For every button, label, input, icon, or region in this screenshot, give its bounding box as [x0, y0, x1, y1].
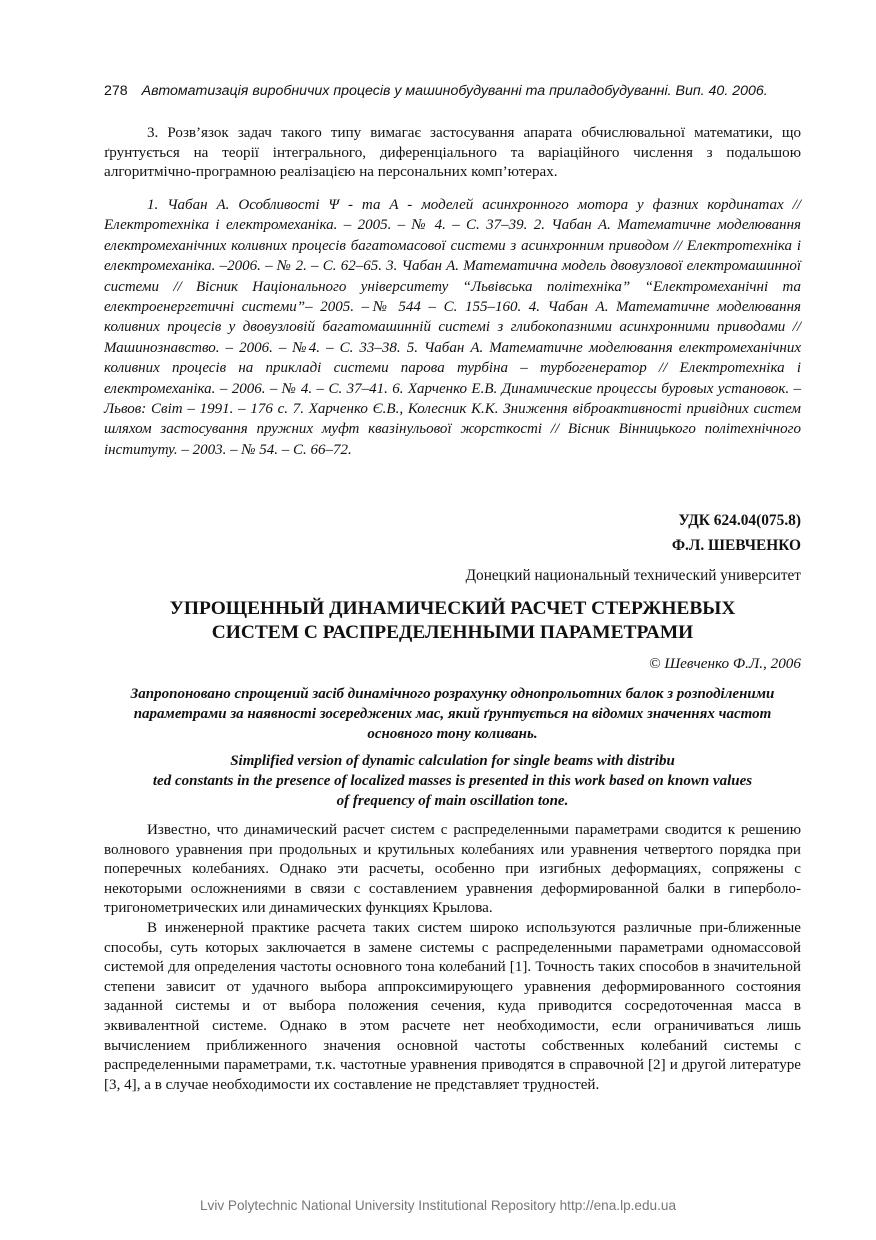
page-number: 278: [104, 83, 128, 99]
repository-footer: Lviv Polytechnic National University Institutional Repository http://ena.lp.edu.ua: [199, 1198, 677, 1213]
author-affiliation: Донецкий национальный технический университет: [465, 567, 801, 584]
abstract-ukrainian: [104, 684, 801, 745]
abstract-line: Запропоновано спрощений засіб динамічного розрахунку однопрольотних балок з розподіленими: [130, 686, 775, 702]
abstract-english: [104, 751, 801, 812]
abstract-line: ted constants in the presence of localized masses is presented in this work based on known values: [152, 773, 753, 790]
article-title-line: УПРОЩЕННЫЙ ДИНАМИЧЕСКИЙ РАСЧЕТ СТЕРЖНЕВЫХ: [169, 598, 736, 619]
running-header: [104, 83, 804, 99]
article-title-line: СИСТЕМ С РАСПРЕДЕЛЕННЫМИ ПАРАМЕТРАМИ: [211, 622, 694, 643]
abstract-line: of frequency of main oscillation tone.: [336, 793, 569, 810]
article-title: [104, 597, 801, 645]
journal-title: Автоматизація виробничих процесів у машинобудуванні та приладобудуванні. Вип. 40. 2006.: [141, 83, 768, 99]
intro-paragraph: 3. Розв’язок задач такого типу вимагає застосування апарата обчислювальної математики, що ґрунтується на теорії інтегрального, диференціального та варіаційного числення з подальшою алгоритмічно-програмною реалізацією на персональних комп’ютерах.: [104, 125, 801, 181]
reference-list: 1. Чабан А. Особливості Ψ - та A - моделей асинхронного мотора у фазних кординатах // Електротехніка і електромеханіка. – 2005. – № 4. – С. 37–39. 2. Чабан А. Математичне моделювання електромеханічних коливних процесів багатомасової системи з асинхронним приводом // Електротехніка і електромеханіка. –2006. – № 2. – С. 62–65. 3. Чабан А. Математична модель двовузлової електромашинної системи // Вісник Національного університету “Львівська політехніка” “Електромеханічні та електроенергетичні системи”– 2005. –№ 544 – С. 155–160. 4. Чабан А. Математичне моделювання коливних процесів у двовузловій багатомашинній системі з глибокопазними асинхронними приводами // Машинознавство. – 2006. – №4. – С. 33–38. 5. Чабан А. Математичне моделювання електромеханічних коливних процесів на прикладі системи парова турбіна – турбогенератор // Електротехніка і електромеханіка. – 2006. – № 4. – С. 37–41. 6. Харченко Е.В. Динамические процессы буровых установок. – Львов: Світ – 1991. – 176 с. 7. Харченко Є.В., Колесник К.К. Зниження віброактивності привідних систем шляхом застосування пружних муфт квазінульової жорсткості // Вісник Вінницького політехнічного інституту. – 2003. – № 54. – С. 66–72.: [104, 197, 801, 458]
body-paragraph: Известно, что динамический расчет систем с распределенными параметрами сводится к решению волнового уравнения при продольных и крутильных колебаниях или уравнения четвертого порядка при поперечных колебаниях. Однако эти расчеты, особенно при изгибных деформациях, сопряжены с некоторыми осложнениями в связи с составлением уравнения деформированной балки в гиперболо-тригонометрических или динамических функциях Крылова.: [104, 822, 801, 917]
body-paragraph: В инженерной практике расчета таких систем широко используются различные при-ближенные способы, суть которых заключается в замене системы с распределенными параметрами одномассовой системой для определения частоты основного тона колебаний [1]. Точность таких способов в значительной степени зависит от удачного выбора аппроксимирующего уравнения деформированного состояния заданной системы и от выбора положения сечения, куда приводится сосредоточенная масса в эквивалентной системе. Однако в этом расчете нет необходимости, если ограничиваться лишь вычислением приближенного значения основной частоты собственных колебаний системы с распределенными параметрами, т.к. частотные уравнения приводятся в справочной [2] и другой литературе [3, 4], а в случае необходимости их составление не представляет трудностей.: [104, 919, 801, 1093]
abstract-line: параметрами за наявності зосереджених мас, який ґрунтується на відомих значеннях частот: [133, 706, 772, 723]
article-body: [104, 821, 801, 1095]
copyright-notice: © Шевченко Ф.Л., 2006: [648, 655, 801, 672]
author-name: Ф.Л. ШЕВЧЕНКО: [671, 537, 801, 554]
abstract-line: основного тону коливань.: [367, 726, 538, 743]
abstract-line: Simplified version of dynamic calculation for single beams with distribu: [230, 753, 675, 769]
udk-code: УДК 624.04(075.8): [678, 512, 801, 529]
